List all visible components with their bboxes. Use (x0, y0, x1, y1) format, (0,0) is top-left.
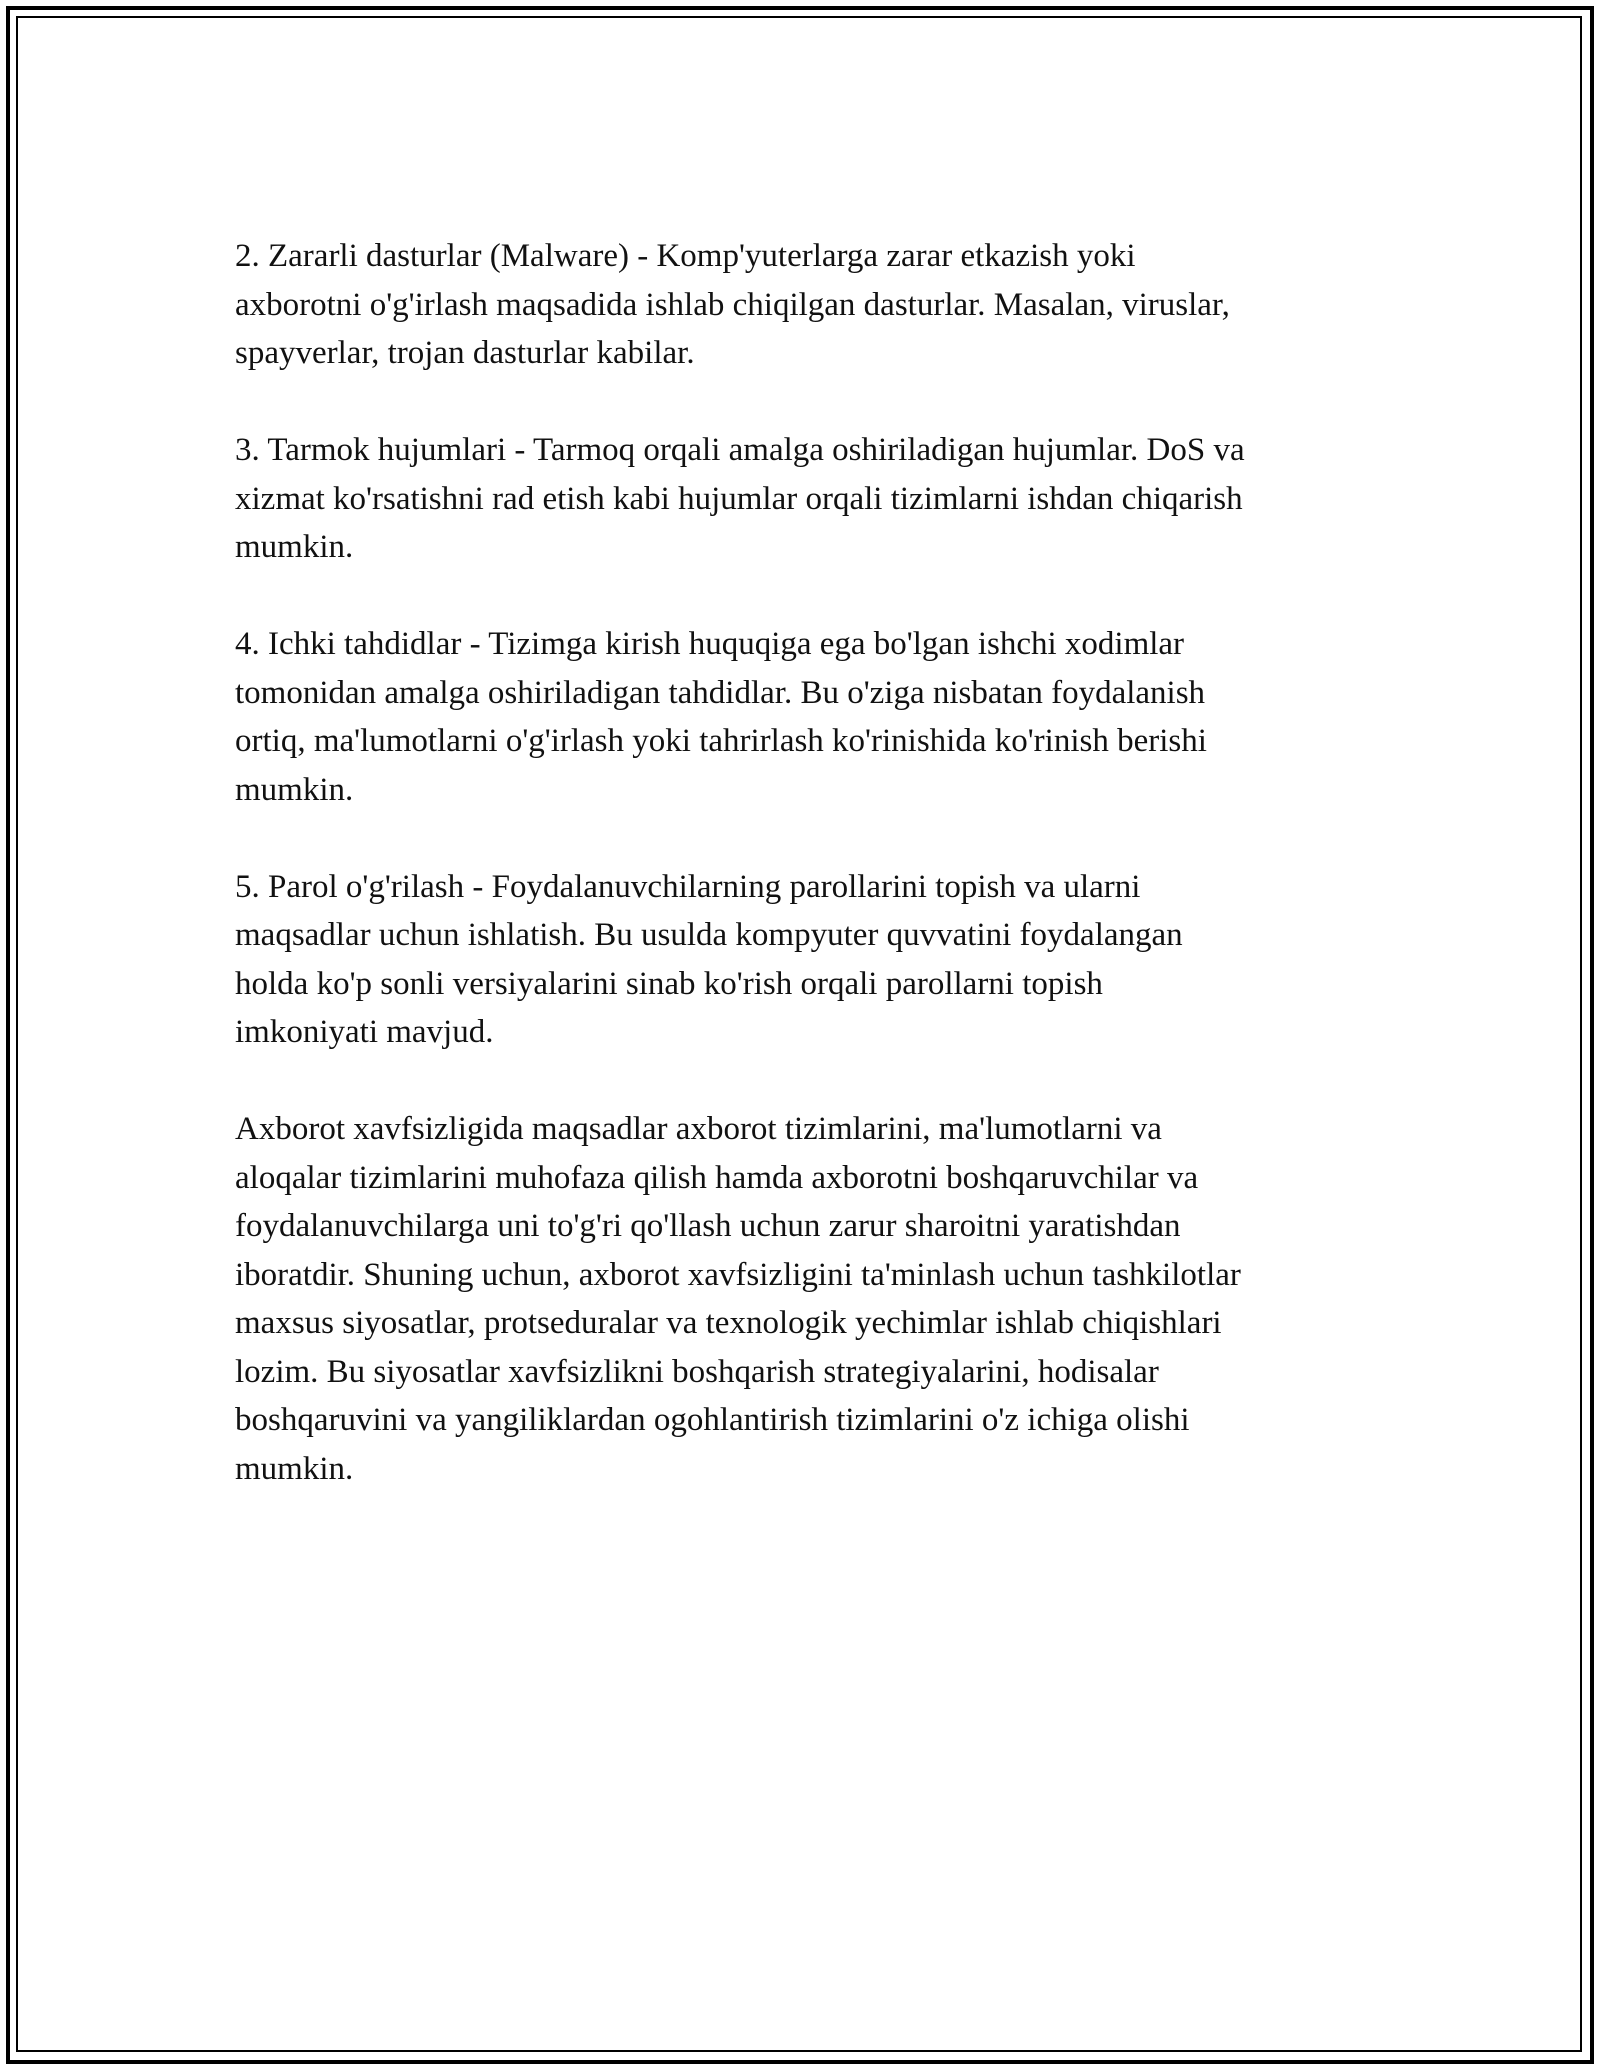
paragraph-insider-threats: 4. Ichki tahdidlar - Tizimga kirish huquqiga ega bo'lgan ishchi xodimlar tomonidan amalga oshiriladigan tahdidlar. Bu o'ziga nisbatan foydalanish ortiq, ma'lumotlarni o'g'irlash yoki tahrirlash ko'rinishida ko'rinish berishi mumkin. (235, 626, 1207, 808)
paragraph-password-theft: 5. Parol o'g'rilash - Foydalanuvchilarning parollarini topish va ularni maqsadlar uchun ishlatish. Bu usulda kompyuter quvvatini foydalangan holda ko'p sonli versiyalarini sinab ko'rish orqali parollarni topish imkoniyati mavjud. (235, 868, 1183, 1050)
paragraph-network-attacks: 3. Tarmok hujumlari - Tarmoq orqali amalga oshiriladigan hujumlar. DoS va xizmat ko'rsatishni rad etish kabi hujumlar orqali tizimlarni ishdan chiqarish mumkin. (235, 432, 1245, 565)
paragraph-malware: 2. Zararli dasturlar (Malware) - Komp'yuterlarga zarar etkazish yoki axborotni o'g'irlash maqsadida ishlab chiqilgan dasturlar. Masalan, viruslar, spayverlar, trojan dasturlar kabilar. (235, 238, 1230, 371)
paragraph-security-goals: Axborot xavfsizligida maqsadlar axborot tizimlarini, ma'lumotlarni va aloqalar tizimlarini muhofaza qilish hamda axborotni boshqaruvchilar va foydalanuvchilarga uni to'g'ri qo'llash uchun zarur sharoitni yaratishdan iboratdir. Shuning uchun, axborot xavfsizligini ta'minlash uchun tashkilotlar maxsus siyosatlar, protseduralar va texnologik yechimlar ishlab chiqishlari lozim. Bu siyosatlar xavfsizlikni boshqarish strategiyalarini, hodisalar boshqaruvini va yangiliklardan ogohlantirish tizimlarini o'z ichiga olishi mumkin. (235, 1111, 1241, 1487)
document-body (235, 232, 1395, 1542)
